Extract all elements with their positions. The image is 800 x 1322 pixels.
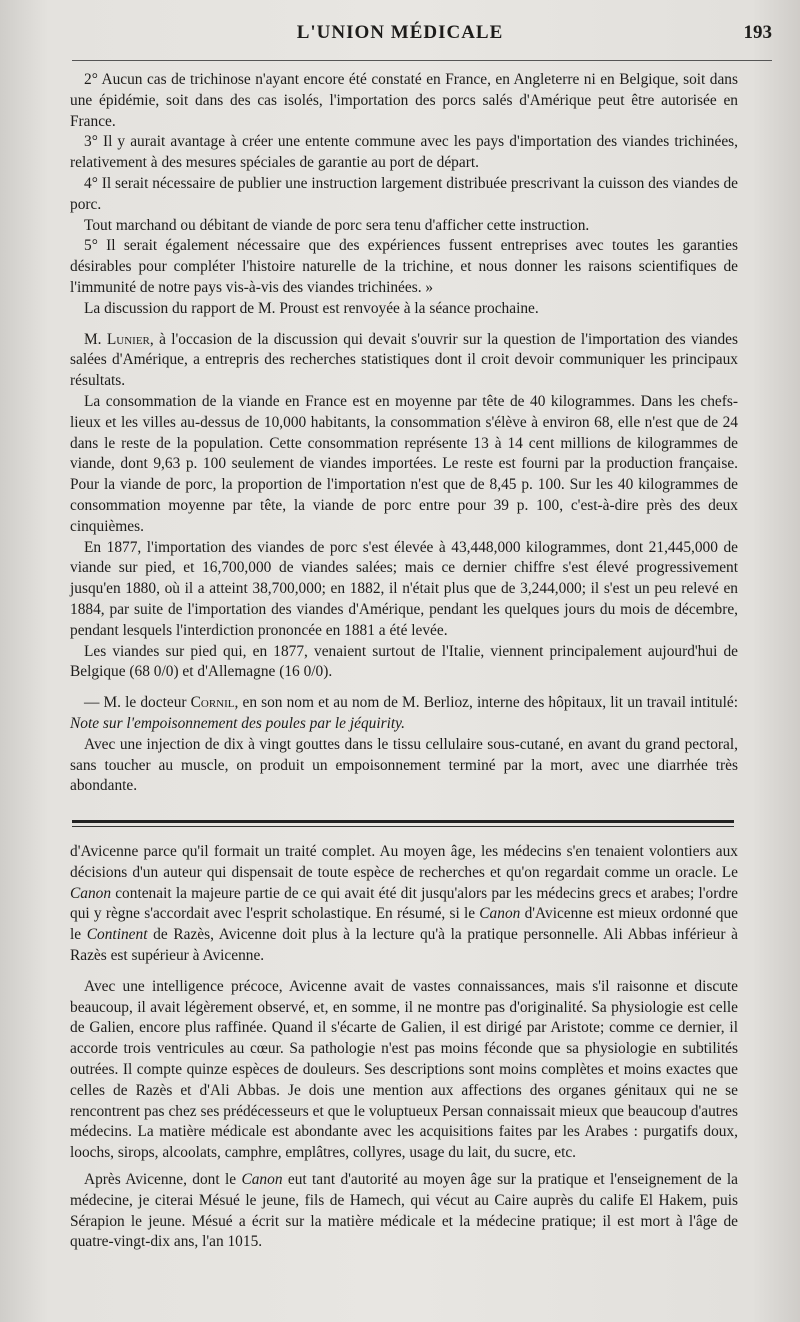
paragraph-text: de Razès, Avicenne doit plus à la lecture qu'à la pratique personnelle. Ali Abbas inférieur à Razès est supérieur à Avicenne. bbox=[70, 926, 738, 964]
thick-rule bbox=[72, 820, 734, 823]
paragraph: 5° Il serait également nécessaire que des expériences fussent entreprises avec toutes les garanties désirables pour compléter l'histoire naturelle de la trichine, et nous donner les raisons scientifiques de l'immunité de notre pays vis-à-vis des viandes trichinées. » bbox=[70, 237, 738, 296]
feuilleton-section bbox=[70, 842, 738, 1253]
book-title: Canon bbox=[479, 905, 521, 923]
work-title: Note sur l'empoisonnement des poules par le jéquirity. bbox=[70, 714, 406, 732]
paragraph: Tout marchand ou débitant de viande de porc sera tenu d'afficher cette instruction. bbox=[84, 216, 590, 234]
paragraph: La consommation de la viande en France est en moyenne par tête de 40 kilogrammes. Dans les chefs-lieux et les villes au-dessus de 10,000 habitants, la consommation s'élève à environ 68, elle n'est que de 24 dans le reste de la population. Cette consommation représente 13 à 14 cent millions de kilogrammes de viande, dont 9,63 p. 100 seulement de viandes importées. Le reste est fourni par la production française. Pour la viande de porc, la proportion de l'importation n'est que de 8,45 p. 100. Sur les 40 kilogrammes de consommation moyenne par tête, la viande de porc entre pour 39 p. 100, c'est-à-dire près des deux cinquièmes. bbox=[70, 392, 738, 535]
speaker-name: Cornil, bbox=[190, 694, 239, 712]
running-title: L'UNION MÉDICALE bbox=[296, 22, 504, 43]
paragraph-text: d'Avicenne parce qu'il formait un traité complet. Au moyen âge, les médecins s'en tenaient volontiers aux décisions d'un auteur qui dispensait de toute espèce de recherches et qu'on regardait comme un oracle. Le bbox=[70, 843, 738, 881]
paragraph-text: eut tant d'autorité au moyen âge sur la pratique et l'enseignement de la médecine, je citerai Mésué le jeune, fils de Hamech, qui vécut au Caire auprès du calife El Hakem, puis Sérapion le jeune. Mésué a écrit sur la matière médicale et la médecine pratique; il est mort à l'âge de quatre-vingt-dix ans, l'an 1015. bbox=[70, 1170, 738, 1251]
book-title: Canon bbox=[70, 884, 112, 902]
paragraph bbox=[70, 693, 738, 735]
header-rule bbox=[72, 60, 772, 61]
paragraph: 3° Il y aurait avantage à créer une entente commune avec les pays d'importation des viandes trichinées, relativement à des mesures spéciales de garantie au port de départ. bbox=[70, 133, 738, 172]
thin-rule bbox=[72, 826, 734, 827]
paragraph: 2° Aucun cas de trichinose n'ayant encore été constaté en France, en Angleterre ni en Belgique, soit dans une épidémie, soit dans des cas isolés, l'importation des porcs salés d'Amérique peut être autorisée en France. bbox=[70, 71, 738, 130]
feuilleton-separator bbox=[72, 820, 734, 828]
paragraph: Avec une intelligence précoce, Avicenne avait de vastes connaissances, mais s'il raisonne et discute beaucoup, il avait légèrement observé, et, en somme, il ne montre pas d'originalité. Sa physiologie est celle de Galien, encore plus raffinée. Quand il s'écarte de Galien, il est dirigé par Aristote; comme ce dernier, il accorde trois ventricules au cœur. Sa pathologie n'est pas moins féconde que sa physiologie en subtilités outrées. Il compte quinze espèces de douleurs. Ses descriptions sont moins complètes et moins exactes que celles de Razès et d'Ali Abbas. Je dois une mention aux affections des organes génitaux qui ne se rencontrent pas chez ses prédécesseurs et que le voluptueux Persan connaissait mieux que beaucoup d'autres médecins. La matière médicale est abondante avec les acquisitions faites par les Arabes : purgatifs doux, loochs, sirops, alcoolats, camphre, emplâtres, collyres, usage du lait, du sucre, etc. bbox=[70, 977, 738, 1162]
paragraph-text: contenait la majeure partie de ce qui avait été dit jusqu'alors par les médecins grecs et arabes; l'ordre qui y règne s'accordait avec l'esprit scholastique. En résumé, si le bbox=[70, 884, 738, 923]
paragraph: 4° Il serait nécessaire de publier une instruction largement distribuée prescrivant la cuisson des viandes de porc. bbox=[70, 174, 738, 213]
paragraph-text: Après Avicenne, dont le bbox=[84, 1170, 242, 1188]
paragraph bbox=[70, 842, 738, 967]
paragraph: Avec une injection de dix à vingt gouttes dans le tissu cellulaire sous-cutané, en avant du grand pectoral, sans toucher au muscle, on produit un empoisonnement terminé par la mort, avec une diarrhée très abondante. bbox=[70, 735, 738, 795]
paragraph bbox=[70, 1170, 738, 1253]
paragraph: En 1877, l'importation des viandes de porc s'est élevée à 43,448,000 kilogrammes, dont 21,445,000 de viande sur pied, et 16,700,000 de viandes salées; mais ce dernier chiffre s'est élevé progressivement jusqu'en 1880, où il a atteint 38,700,000; en 1882, il n'était plus que de 3,244,000; il s'est un peu relevé en 1884, par suite de l'importation des viandes d'Amérique, pendant les quelques jours du mois de décembre, pendant lesquels l'interdiction prononcée en 1881 a été levée. bbox=[70, 538, 738, 639]
speaker-name: M. Lunier, bbox=[84, 330, 154, 348]
paragraph bbox=[70, 330, 738, 392]
page-number: 193 bbox=[743, 22, 772, 43]
page-header bbox=[0, 22, 800, 46]
paragraph-text: d'Avicenne est mieux ordonné que le bbox=[70, 905, 738, 944]
paragraph: Les viandes sur pied qui, en 1877, venaient surtout de l'Italie, viennent principalement aujourd'hui de Belgique (68 0/0) et d'Allemagne (16 0/0). bbox=[70, 642, 738, 681]
book-title: Continent bbox=[86, 926, 148, 944]
paragraph: La discussion du rapport de M. Proust est renvoyée à la séance prochaine. bbox=[84, 299, 539, 317]
paragraph-text: — M. le docteur bbox=[84, 694, 191, 712]
paragraph-text: à l'occasion de la discussion qui devait s'ouvrir sur la question de l'importation des viandes salées d'Amérique, a entrepris des recherches statistiques dont il croit devoir communiquer les principaux résultats. bbox=[70, 330, 738, 390]
paragraph-text: en son nom et au nom de M. Berlioz, interne des hôpitaux, lit un travail intitulé: bbox=[238, 694, 738, 712]
book-title: Canon bbox=[241, 1170, 283, 1188]
proceedings-section bbox=[70, 70, 738, 797]
